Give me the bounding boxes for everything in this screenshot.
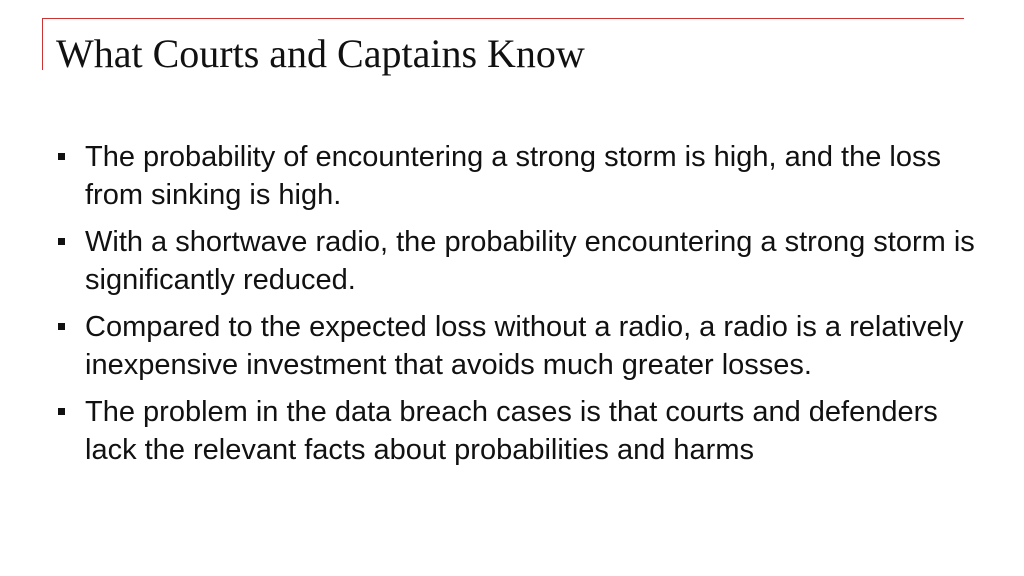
bullet-list bbox=[56, 138, 976, 478]
square-bullet-icon bbox=[58, 408, 65, 415]
square-bullet-icon bbox=[58, 153, 65, 160]
bullet-text: Compared to the expected loss without a radio, a radio is a relatively inexpensive investment that avoids much greater losses. bbox=[85, 311, 964, 381]
square-bullet-icon bbox=[58, 238, 65, 245]
bullet-text: The probability of encountering a strong storm is high, and the loss from sinking is high. bbox=[85, 141, 941, 211]
title-accent-line-left bbox=[42, 18, 43, 70]
bullet-item bbox=[56, 223, 976, 299]
bullet-item bbox=[56, 138, 976, 214]
bullet-item bbox=[56, 308, 976, 384]
square-bullet-icon bbox=[58, 323, 65, 330]
bullet-text: The problem in the data breach cases is that courts and defenders lack the relevant facts about probabilities and harms bbox=[85, 396, 938, 466]
bullet-text: With a shortwave radio, the probability encountering a strong storm is significantly reduced. bbox=[85, 226, 975, 296]
bullet-item bbox=[56, 393, 976, 469]
title-accent-line-top bbox=[42, 18, 964, 19]
slide-title: What Courts and Captains Know bbox=[56, 31, 585, 76]
